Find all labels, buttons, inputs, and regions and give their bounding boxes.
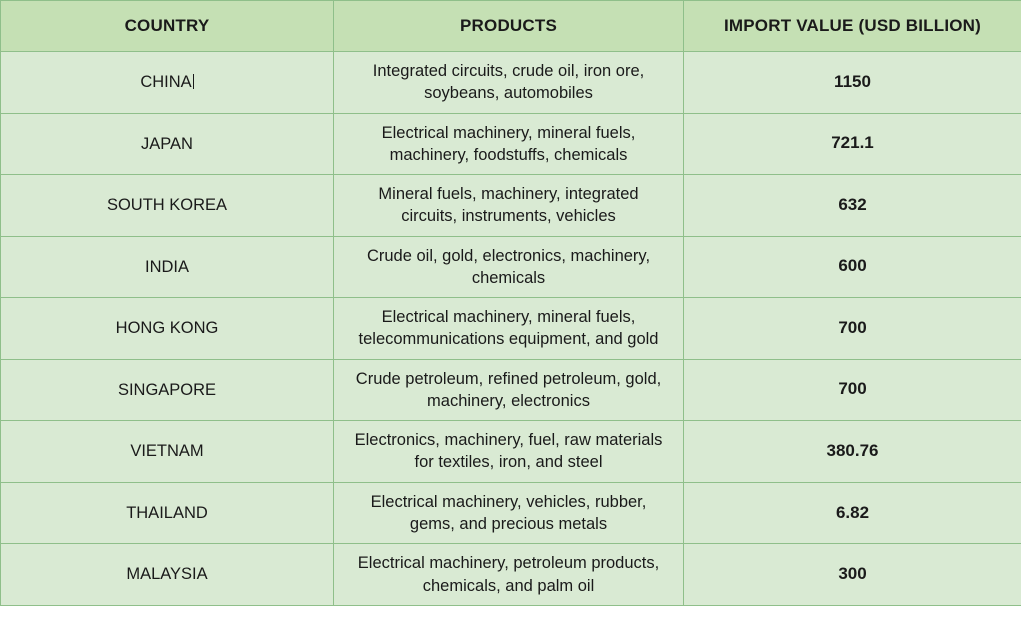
cell-country[interactable]: HONG KONG	[1, 298, 334, 360]
cell-products[interactable]: Integrated circuits, crude oil, iron ore, soybeans, automobiles	[334, 52, 684, 114]
table-header	[1, 1, 1021, 52]
cell-country[interactable]: MALAYSIA	[1, 544, 334, 606]
column-header-import-value: IMPORT VALUE (USD BILLION)	[684, 1, 1021, 52]
cell-import-value[interactable]: 300	[684, 544, 1021, 606]
cell-country[interactable]: THAILAND	[1, 482, 334, 544]
cell-import-value[interactable]: 1150	[684, 52, 1021, 114]
table-row	[1, 52, 1021, 114]
table-header-row	[1, 1, 1021, 52]
cell-import-value[interactable]: 700	[684, 298, 1021, 360]
cell-import-value[interactable]: 600	[684, 236, 1021, 298]
cell-country[interactable]: SINGAPORE	[1, 359, 334, 421]
cell-products[interactable]: Mineral fuels, machinery, integrated circuits, instruments, vehicles	[334, 175, 684, 237]
table-body	[1, 52, 1021, 606]
table-row	[1, 236, 1021, 298]
cell-import-value[interactable]: 380.76	[684, 421, 1021, 483]
cell-import-value[interactable]: 632	[684, 175, 1021, 237]
cell-country[interactable]: SOUTH KOREA	[1, 175, 334, 237]
cell-import-value[interactable]: 721.1	[684, 113, 1021, 175]
table-row	[1, 175, 1021, 237]
table-row	[1, 421, 1021, 483]
column-header-products: PRODUCTS	[334, 1, 684, 52]
cell-products[interactable]: Electronics, machinery, fuel, raw materials for textiles, iron, and steel	[334, 421, 684, 483]
table-row	[1, 482, 1021, 544]
cell-country[interactable]: INDIA	[1, 236, 334, 298]
cell-products[interactable]: Electrical machinery, petroleum products, chemicals, and palm oil	[334, 544, 684, 606]
cell-country[interactable]: JAPAN	[1, 113, 334, 175]
cell-products[interactable]: Crude petroleum, refined petroleum, gold, machinery, electronics	[334, 359, 684, 421]
table-row	[1, 544, 1021, 606]
cell-products[interactable]: Electrical machinery, mineral fuels, telecommunications equipment, and gold	[334, 298, 684, 360]
cell-products[interactable]: Electrical machinery, mineral fuels, machinery, foodstuffs, chemicals	[334, 113, 684, 175]
table-row	[1, 113, 1021, 175]
column-header-country: COUNTRY	[1, 1, 334, 52]
cell-products[interactable]: Electrical machinery, vehicles, rubber, gems, and precious metals	[334, 482, 684, 544]
cell-country[interactable]: VIETNAM	[1, 421, 334, 483]
text-cursor-caret	[193, 74, 194, 89]
cell-import-value[interactable]: 700	[684, 359, 1021, 421]
cell-import-value[interactable]: 6.82	[684, 482, 1021, 544]
table-row	[1, 298, 1021, 360]
cell-country[interactable]: CHINA	[1, 52, 334, 114]
cell-products[interactable]: Crude oil, gold, electronics, machinery, chemicals	[334, 236, 684, 298]
table-row	[1, 359, 1021, 421]
